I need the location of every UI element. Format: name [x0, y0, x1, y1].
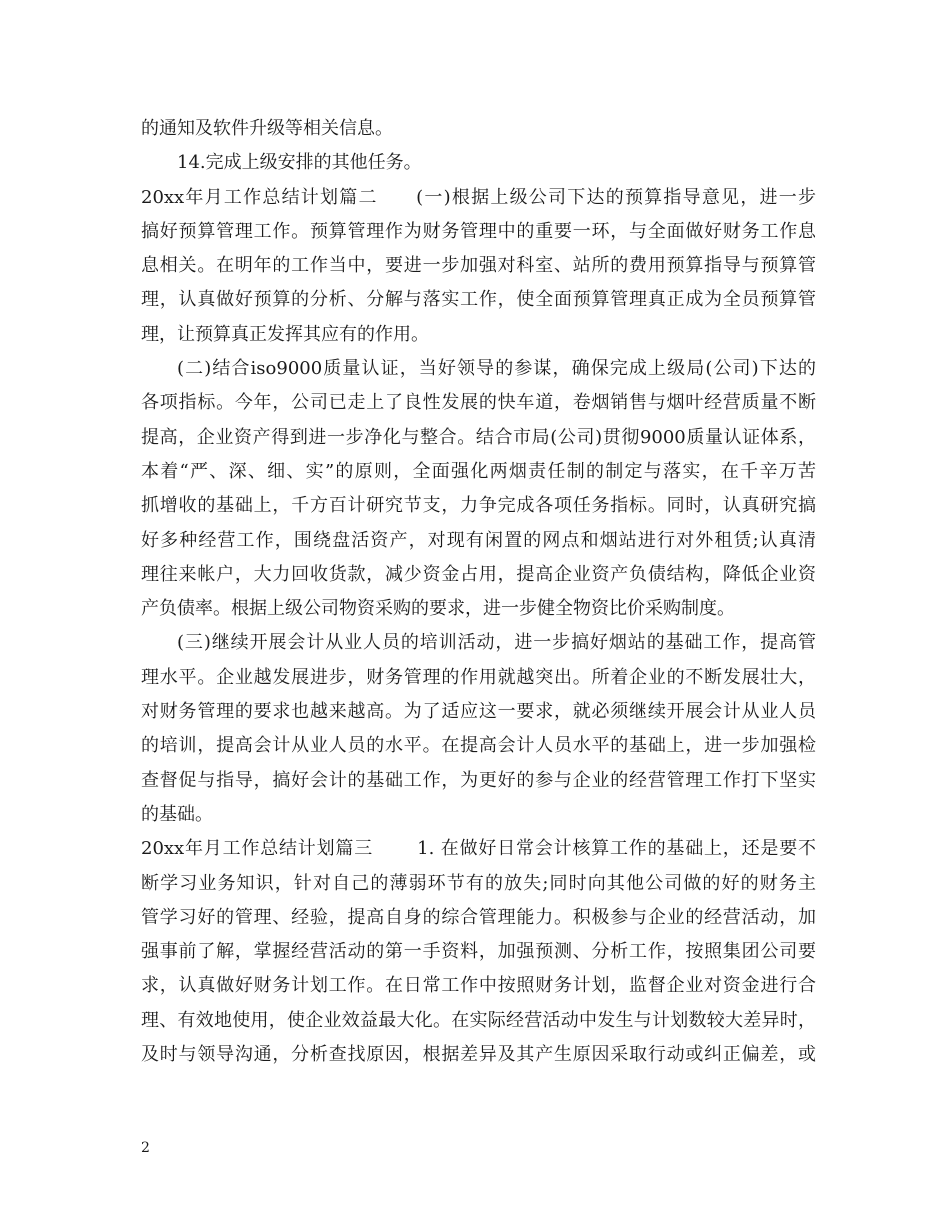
text-line: 本着“严、深、细、实”的原则，全面强化两烟责任制的制定与落实，在千辛万苦 [141, 460, 816, 482]
text-line: (二)结合iso9000质量认证，当好领导的参谋，确保完成上级局(公司)下达的 [177, 358, 816, 380]
text-line: 的通知及软件升级等相关信息。 [141, 118, 393, 139]
text-line: 理，让预算真正发挥其应有的作用。 [141, 323, 429, 345]
text-line: 各项指标。今年，公司已走上了良性发展的快车道，卷烟销售与烟叶经营质量不断 [141, 392, 816, 414]
text-line: 对财务管理的要求也越来越高。为了适应这一要求，就必须继续开展会计从业人员 [141, 701, 816, 723]
text-line: 断学习业务知识，针对自己的薄弱环节有的放失;同时向其他公司做的好的财务主 [141, 872, 816, 894]
text-line: 理、有效地使用，使企业效益最大化。在实际经营活动中发生与计划数较大差异时， [141, 1009, 816, 1031]
document-body [141, 112, 816, 1072]
text-line: 抓增收的基础上，千方百计研究节支，力争完成各项任务指标。同时，认真研究搞 [141, 495, 816, 517]
text-line: 提高，企业资产得到进一步净化与整合。结合市局(公司)贯彻9000质量认证体系， [141, 426, 816, 448]
text-line: (三)继续开展会计从业人员的培训活动，进一步搞好烟站的基础工作，提高管 [177, 632, 816, 654]
text-line: 理，认真做好预算的分析、分解与落实工作，使全面预算管理真正成为全员预算管 [141, 289, 816, 311]
text-line: 及时与领导沟通，分析查找原因，根据差异及其产生原因采取行动或纠正偏差，或 [141, 1044, 816, 1066]
text-line: 14.完成上级安排的其他任务。 [177, 152, 422, 174]
text-line: 理往来帐户，大力回收货款，减少资金占用，提高企业资产负债结构，降低企业资 [141, 563, 816, 585]
text-line: 求，认真做好财务计划工作。在日常工作中按照财务计划，监督企业对资金进行合 [141, 975, 816, 997]
text-line: 搞好预算管理工作。预算管理作为财务管理中的重要一环，与全面做好财务工作息 [141, 220, 816, 242]
text-line: 息相关。在明年的工作当中，要进一步加强对科室、站所的费用预算指导与预算管 [141, 255, 816, 277]
text-line: 20xx年月工作总结计划篇三 1. 在做好日常会计核算工作的基础上，还是要不 [141, 838, 816, 860]
text-line: 好多种经营工作，围绕盘活资产，对现有闲置的网点和烟站进行对外租赁;认真清 [141, 529, 816, 551]
text-line: 产负债率。根据上级公司物资采购的要求，进一步健全物资比价采购制度。 [141, 598, 735, 620]
text-line: 强事前了解，掌握经营活动的第一手资料，加强预测、分析工作，按照集团公司要 [141, 941, 816, 963]
text-line: 管学习好的管理、经验，提高自身的综合管理能力。积极参与企业的经营活动，加 [141, 906, 816, 928]
text-line: 20xx年月工作总结计划篇二 (一)根据上级公司下达的预算指导意见，进一步 [141, 186, 816, 208]
text-line: 查督促与指导，搞好会计的基础工作，为更好的参与企业的经营管理工作打下坚实 [141, 769, 816, 791]
text-line: 的培训，提高会计从业人员的水平。在提高会计人员水平的基础上，进一步加强检 [141, 735, 816, 757]
page-number: 2 [141, 1140, 150, 1156]
text-line: 理水平。企业越发展进步，财务管理的作用就越突出。所着企业的不断发展壮大， [141, 666, 816, 688]
text-line: 的基础。 [141, 803, 213, 825]
